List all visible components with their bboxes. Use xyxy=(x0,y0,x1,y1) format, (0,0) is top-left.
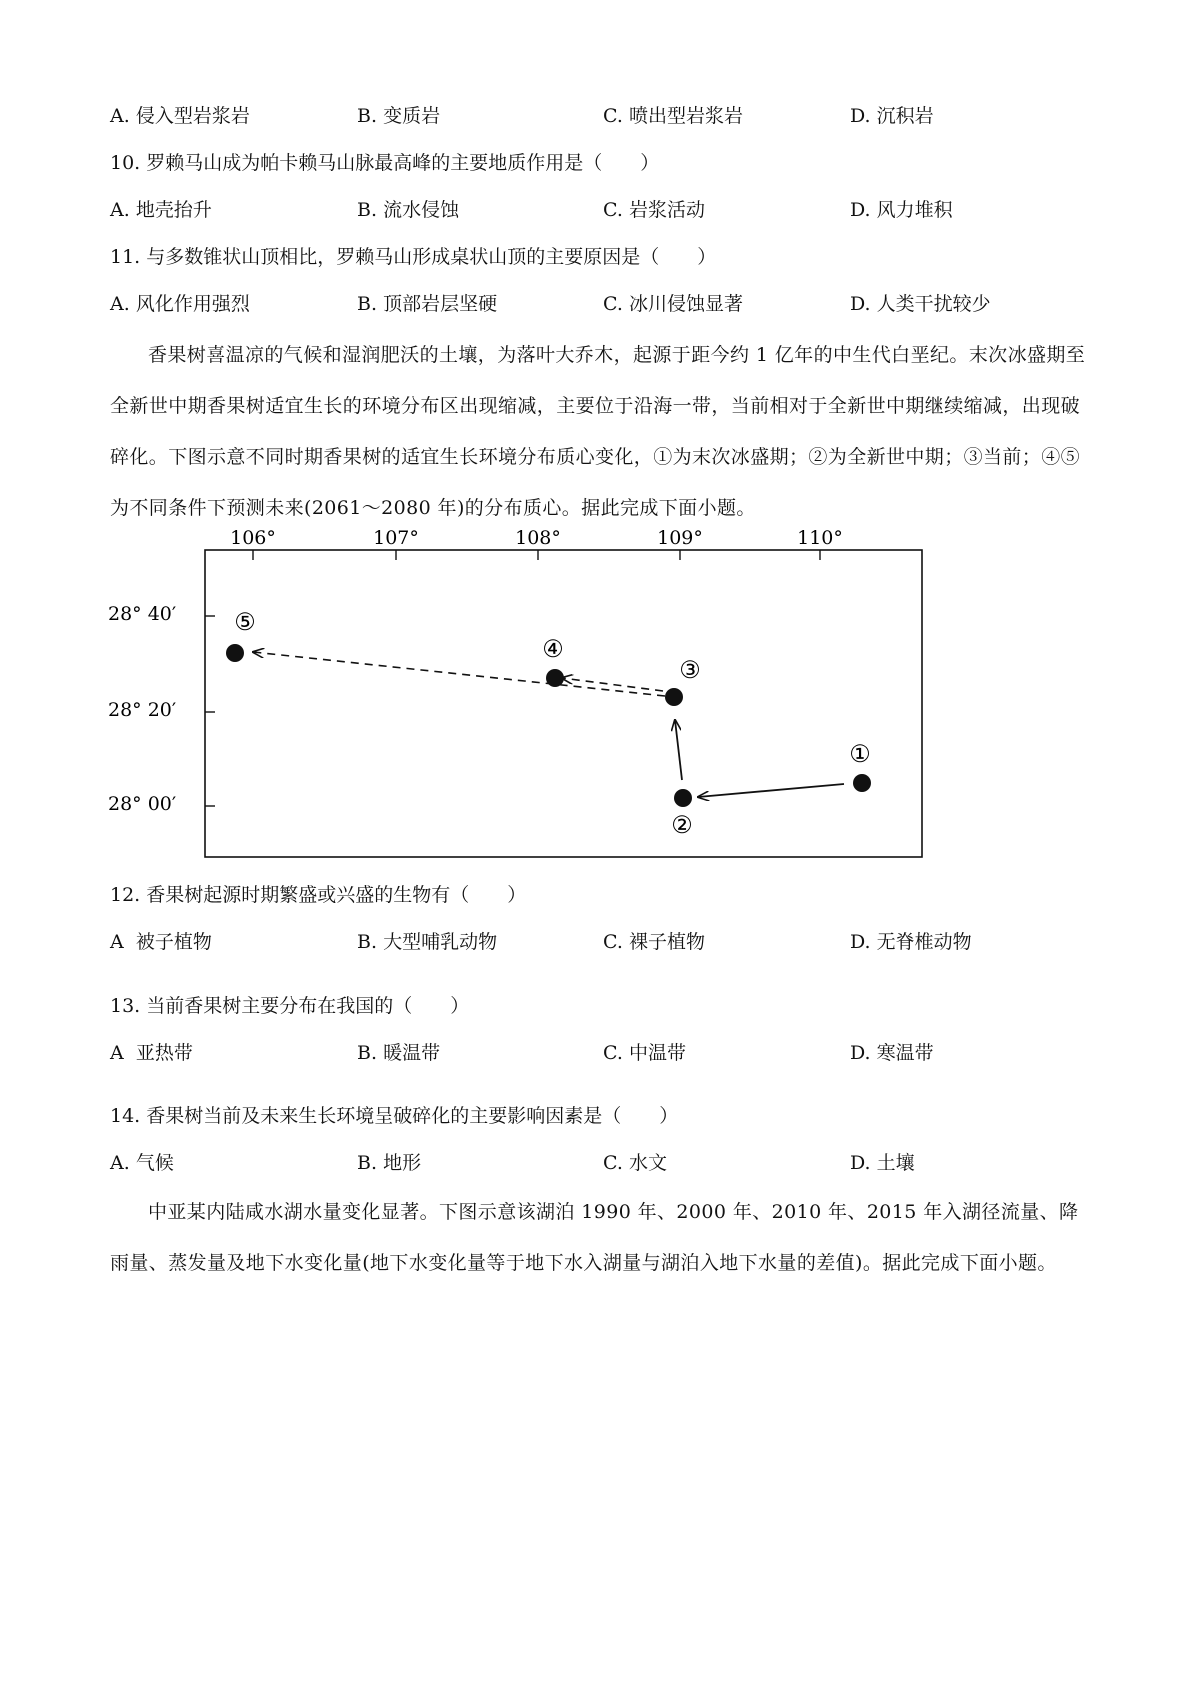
lon-label-109: 109° xyxy=(657,530,703,549)
q13-option-c: C. 中温带 xyxy=(603,1042,686,1064)
passage-xiangguoshu: 香果树喜温凉的气候和湿润肥沃的土壤，为落叶大乔木，起源于距今约 1 亿年的中生代白垩纪。末次冰盛期至全新世中期香果树适宜生长的环境分布区出现缩减，主要位于沿海一带，当前相对于全新世中期继续缩减，出现破碎化。下图示意不同时期香果树的适宜生长环境分布质心变化，①为末次冰盛期；②为全新世中期；③当前；④⑤为不同条件下预测未来(2061～2080 年)的分布质心。据此完成下面小题。 xyxy=(110,344,1086,519)
lon-label-106: 106° xyxy=(230,530,276,549)
point-5 xyxy=(226,644,244,662)
arrow-3-to-5 xyxy=(253,652,665,696)
q9-option-d: D. 沉积岩 xyxy=(850,105,934,127)
arrow-2-to-3 xyxy=(675,720,682,780)
point-3 xyxy=(665,688,683,706)
q12-stem: 12. 香果树起源时期繁盛或兴盛的生物有（ ） xyxy=(110,884,527,906)
passage-salt-lake: 中亚某内陆咸水湖水量变化显著。下图示意该湖泊 1990 年、2000 年、2010 年、2015 年入湖径流量、降雨量、蒸发量及地下水变化量(地下水变化量等于地下水入湖量与湖泊入地下水量的差值)。据此完成下面小题。 xyxy=(110,1201,1079,1274)
q14-option-d: D. 土壤 xyxy=(850,1152,915,1174)
q11-option-d: D. 人类干扰较少 xyxy=(850,293,991,315)
q13-stem: 13. 当前香果树主要分布在我国的（ ） xyxy=(110,995,470,1017)
q10-option-c: C. 岩浆活动 xyxy=(603,199,705,221)
lat-label-2840: 28° 40′ xyxy=(108,603,177,625)
q11-option-a: A. 风化作用强烈 xyxy=(110,293,250,315)
q13-option-d: D. 寒温带 xyxy=(850,1042,934,1064)
q13-option-b: B. 暖温带 xyxy=(357,1042,441,1064)
q14-stem: 14. 香果树当前及未来生长环境呈破碎化的主要影响因素是（ ） xyxy=(110,1105,679,1127)
q14-option-c: C. 水文 xyxy=(603,1152,667,1174)
q9-option-a: A. 侵入型岩浆岩 xyxy=(110,105,250,127)
lon-label-110: 110° xyxy=(797,530,843,549)
q9-option-b: B. 变质岩 xyxy=(357,105,441,127)
lon-ticks xyxy=(230,530,843,560)
q11-option-c: C. 冰川侵蚀显著 xyxy=(603,293,743,315)
lat-label-2800: 28° 00′ xyxy=(108,793,177,815)
q12-option-d: D. 无脊椎动物 xyxy=(850,931,972,953)
q13-option-a: A 亚热带 xyxy=(110,1042,193,1064)
map-frame xyxy=(205,550,922,857)
q9-option-c: C. 喷出型岩浆岩 xyxy=(603,105,743,127)
q14-option-b: B. 地形 xyxy=(357,1152,422,1174)
arrow-3-to-4 xyxy=(562,678,663,691)
q12-option-b: B. 大型哺乳动物 xyxy=(357,931,498,953)
point-label-1: ① xyxy=(849,740,871,768)
q10-option-d: D. 风力堆积 xyxy=(850,199,953,221)
point-1 xyxy=(853,774,871,792)
q10-stem: 10. 罗赖马山成为帕卡赖马山脉最高峰的主要地质作用是（ ） xyxy=(110,152,660,174)
lon-label-107: 107° xyxy=(373,530,419,549)
lat-label-2820: 28° 20′ xyxy=(108,699,177,721)
point-label-2: ② xyxy=(671,811,693,839)
point-4 xyxy=(546,669,564,687)
arrow-1-to-2 xyxy=(698,784,844,797)
lon-label-108: 108° xyxy=(515,530,561,549)
point-2 xyxy=(674,789,692,807)
point-label-3: ③ xyxy=(679,656,701,684)
q10-option-b: B. 流水侵蚀 xyxy=(357,199,460,221)
centroid-map-svg xyxy=(100,530,960,870)
point-label-4: ④ xyxy=(542,635,564,663)
q12-option-a: A 被子植物 xyxy=(110,931,212,953)
q12-option-c: C. 裸子植物 xyxy=(603,931,705,953)
centroid-map-figure xyxy=(100,530,960,870)
q14-option-a: A. 气候 xyxy=(110,1152,174,1174)
q11-option-b: B. 顶部岩层坚硬 xyxy=(357,293,498,315)
q10-option-a: A. 地壳抬升 xyxy=(110,199,212,221)
point-label-5: ⑤ xyxy=(234,608,256,636)
lat-ticks xyxy=(108,603,215,815)
q11-stem: 11. 与多数锥状山顶相比，罗赖马山形成桌状山顶的主要原因是（ ） xyxy=(110,246,717,268)
